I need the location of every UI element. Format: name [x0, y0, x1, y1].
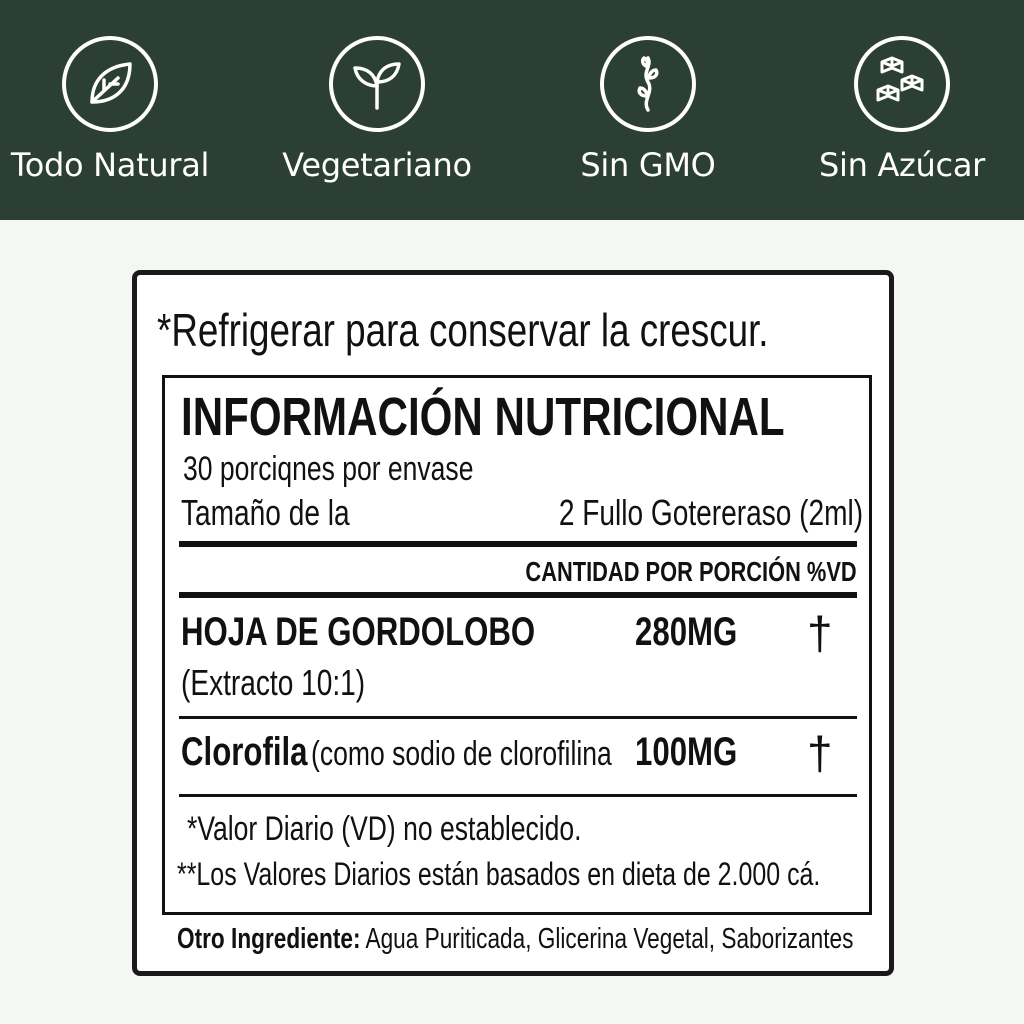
feature-banner — [0, 0, 1024, 220]
nutrient-detail: (Extracto 10:1) — [181, 662, 366, 703]
nutrient-name: Clorofila — [181, 730, 308, 774]
nutrient-dv-dagger: † — [807, 607, 833, 659]
nutrient-amount: 280MG — [635, 610, 738, 654]
sprout-icon — [329, 36, 425, 132]
sugar-cubes-icon — [854, 36, 950, 132]
daily-values-basis-footnote: **Los Valores Diarios están basados en dieta de 2.000 cá. — [177, 856, 821, 892]
divider — [179, 716, 857, 719]
supplement-label-panel — [132, 270, 894, 976]
other-ingredients-value: Agua Puriticada, Glicerina Vegetal, Saborizantes — [360, 923, 854, 955]
badge-label: Sin GMO — [580, 146, 716, 184]
serving-size-value: 2 Fullo Gotereraso (2ml) — [558, 492, 863, 533]
badge-label: Todo Natural — [10, 146, 210, 184]
divider — [179, 794, 857, 797]
badge-label: Sin Azúcar — [819, 146, 985, 184]
stem-icon — [600, 36, 696, 132]
leaf-icon — [62, 36, 158, 132]
badge-sin-gmo — [533, 28, 763, 184]
nutrient-dv-dagger: † — [807, 727, 833, 779]
badge-vegetariano — [262, 28, 492, 184]
other-ingredients-label: Otro Ingrediente: — [177, 923, 361, 955]
badge-sin-azucar — [787, 28, 1017, 184]
nutrition-facts-box — [162, 375, 872, 915]
nutrient-amount: 100MG — [635, 730, 738, 774]
serving-size-label: Tamaño de la — [181, 492, 350, 533]
daily-value-footnote: *Valor Diario (VD) no establecido. — [187, 810, 582, 848]
divider-thick — [179, 541, 857, 547]
badge-todo-natural — [0, 28, 225, 184]
nutrient-name: HOJA DE GORDOLOBO — [181, 610, 536, 654]
refrigerate-note: *Refrigerar para conservar la crescur. — [157, 304, 769, 356]
other-ingredients — [177, 923, 853, 956]
badge-label: Vegetariano — [282, 146, 472, 184]
facts-title: INFORMACIÓN NUTRICIONAL — [181, 387, 785, 447]
nutrient-row-clorofila — [181, 730, 612, 775]
nutrient-detail: (como sodio de clorofilina — [311, 735, 612, 773]
servings-per-container: 30 porciqnes por envase — [183, 450, 474, 488]
divider-thick — [179, 592, 857, 598]
amount-per-serving-header: CANTIDAD POR PORCIÓN %VD — [525, 556, 857, 587]
